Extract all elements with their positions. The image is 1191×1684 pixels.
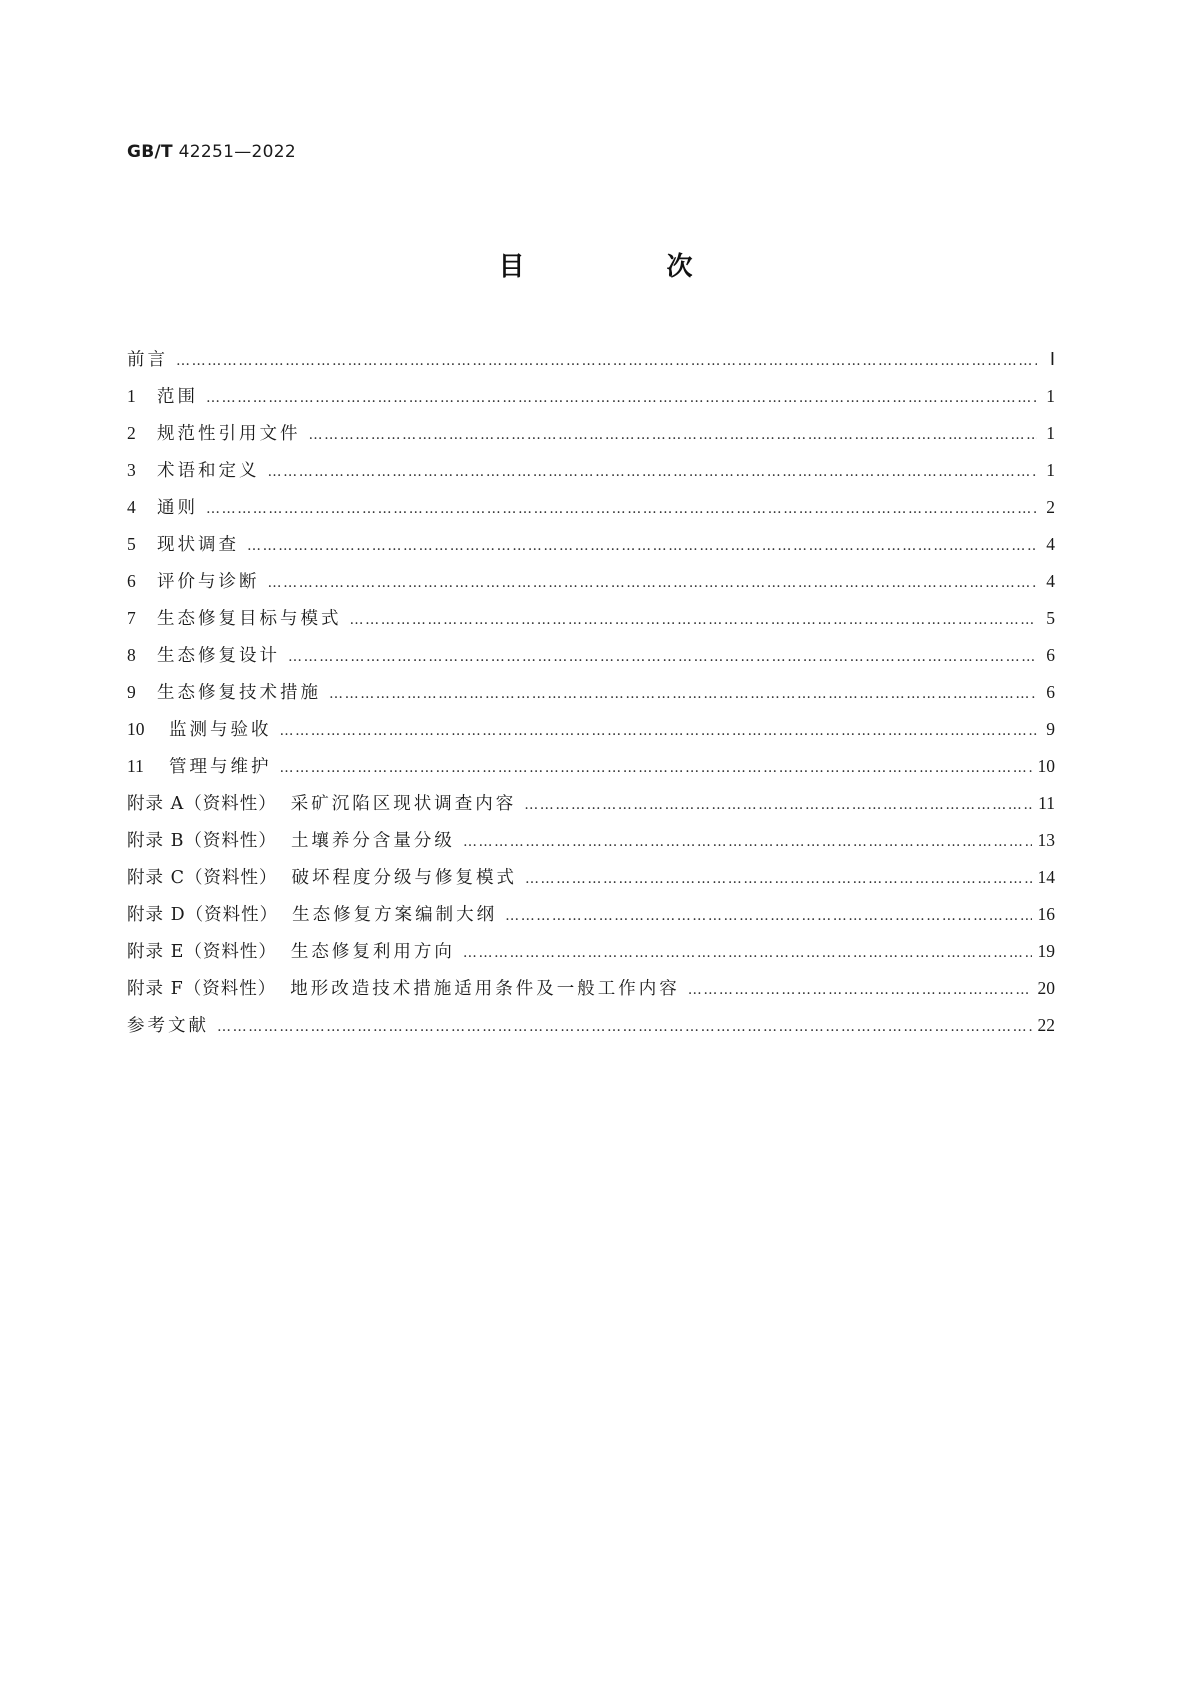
appendix-title: 土壤养分含量分级 [290,831,455,851]
toc-entry-appendix[interactable] [127,822,1055,859]
toc-entry-label: 参考文献 [127,1016,209,1036]
toc-entry-page: 1 [1046,460,1055,480]
toc-entry-label: 现状调查 [157,535,239,555]
appendix-title: 生态修复方案编制大纲 [292,905,498,925]
toc-entry-section[interactable] [127,563,1055,600]
toc-entry-section[interactable] [127,415,1055,452]
toc-entry-label: 监测与验收 [169,720,272,740]
toc-entry-page: 22 [1037,1015,1055,1035]
appendix-title: 破坏程度分级与修复模式 [291,868,517,888]
appendix-prefix: 附录 C（资料性） [127,868,278,888]
toc-leader-dots [268,454,1038,491]
toc-entry-preface[interactable] [127,341,1055,378]
toc-entry-page: 1 [1046,423,1055,443]
appendix-prefix: 附录 D（资料性） [127,905,279,925]
toc-entry-page: 6 [1046,682,1055,702]
toc-entry-page: 14 [1037,867,1055,887]
toc-entry-label: 生态修复设计 [157,646,280,666]
toc-entry-page: 10 [1037,756,1055,776]
toc-entry-page: 4 [1046,571,1055,591]
toc-entry-appendix[interactable] [127,896,1055,933]
standard-prefix: GB/T [127,142,173,162]
toc-entry-page: 1 [1046,386,1055,406]
toc-entry-number: 9 [127,682,136,702]
toc-entry-number: 10 [127,719,145,739]
toc-entry-label: 范围 [157,387,198,407]
appendix-prefix: 附录 F（资料性） [127,979,277,999]
toc-leader-dots [350,602,1038,639]
toc-entry-label: 管理与维护 [169,757,272,777]
toc-leader-dots [524,787,1032,824]
toc-entry-page: 2 [1046,497,1055,517]
appendix-title: 采矿沉陷区现状调查内容 [290,794,517,814]
toc-leader-dots [247,528,1037,565]
toc-entry-section[interactable] [127,748,1055,785]
toc-entry-appendix[interactable] [127,970,1055,1007]
toc-entry-number: 11 [127,756,144,776]
toc-leader-dots [329,676,1037,713]
toc-entry-page: 13 [1037,830,1055,850]
toc-entry-section[interactable] [127,489,1055,526]
toc-entry-page: 4 [1046,534,1055,554]
toc-entry-section[interactable] [127,637,1055,674]
toc-entry-page: 9 [1046,719,1055,739]
toc-entry-number: 5 [127,534,136,554]
toc-entry-section[interactable] [127,674,1055,711]
toc-entry-page: 19 [1037,941,1055,961]
toc-entry-page: Ⅰ [1049,349,1055,369]
toc-entry-number: 2 [127,423,136,443]
toc-entry-label: 生态修复技术措施 [157,683,321,703]
toc-entry-label: 生态修复目标与模式 [157,609,342,629]
toc-leader-dots [280,713,1038,750]
standard-code [127,142,296,162]
toc-entry-page: 6 [1046,645,1055,665]
toc-entry-page: 20 [1037,978,1055,998]
toc-entry-appendix[interactable] [127,859,1055,896]
toc-entry-number: 4 [127,497,136,517]
toc-entry-label: 前言 [127,350,168,370]
toc-leader-dots [206,380,1037,417]
toc-entry-appendix[interactable] [127,933,1055,970]
toc-entry-page: 16 [1037,904,1055,924]
toc-entry-number: 3 [127,460,136,480]
toc-leader-dots [688,972,1032,1009]
toc-entry-label: 术语和定义 [157,461,260,481]
toc-leader-dots [217,1009,1032,1046]
toc-entry-page: 5 [1046,608,1055,628]
appendix-prefix: 附录 B（资料性） [127,831,277,851]
toc-entry-number: 1 [127,386,136,406]
appendix-prefix: 附录 A（资料性） [127,794,277,814]
toc-leader-dots [463,935,1032,972]
toc-entry-section[interactable] [127,711,1055,748]
toc-entry-appendix[interactable] [127,785,1055,822]
toc-entry-number: 8 [127,645,136,665]
appendix-title: 生态修复利用方向 [290,942,455,962]
appendix-title: 地形改造技术措施适用条件及一般工作内容 [290,979,680,999]
toc-entry-number: 6 [127,571,136,591]
toc-entry-page: 11 [1038,793,1055,813]
toc-entry-section[interactable] [127,452,1055,489]
toc-leader-dots [309,417,1038,454]
toc-entry-label: 通则 [157,498,198,518]
toc-entry-section[interactable] [127,600,1055,637]
toc-entry-number: 7 [127,608,136,628]
standard-number: 42251—2022 [178,142,296,162]
toc-leader-dots [505,898,1031,935]
toc-leader-dots [463,824,1032,861]
toc-leader-dots [176,343,1037,380]
toc-entry-section[interactable] [127,526,1055,563]
toc-entry-section[interactable] [127,378,1055,415]
table-of-contents [127,341,1055,1044]
toc-leader-dots [525,861,1032,898]
appendix-prefix: 附录 E（资料性） [127,942,277,962]
toc-entry-references[interactable] [127,1007,1055,1044]
toc-leader-dots [288,639,1037,676]
toc-leader-dots [268,565,1038,602]
toc-leader-dots [206,491,1037,528]
toc-leader-dots [280,750,1032,787]
toc-title: 目 次 [498,252,751,282]
toc-entry-label: 评价与诊断 [157,572,260,592]
toc-entry-label: 规范性引用文件 [157,424,301,444]
